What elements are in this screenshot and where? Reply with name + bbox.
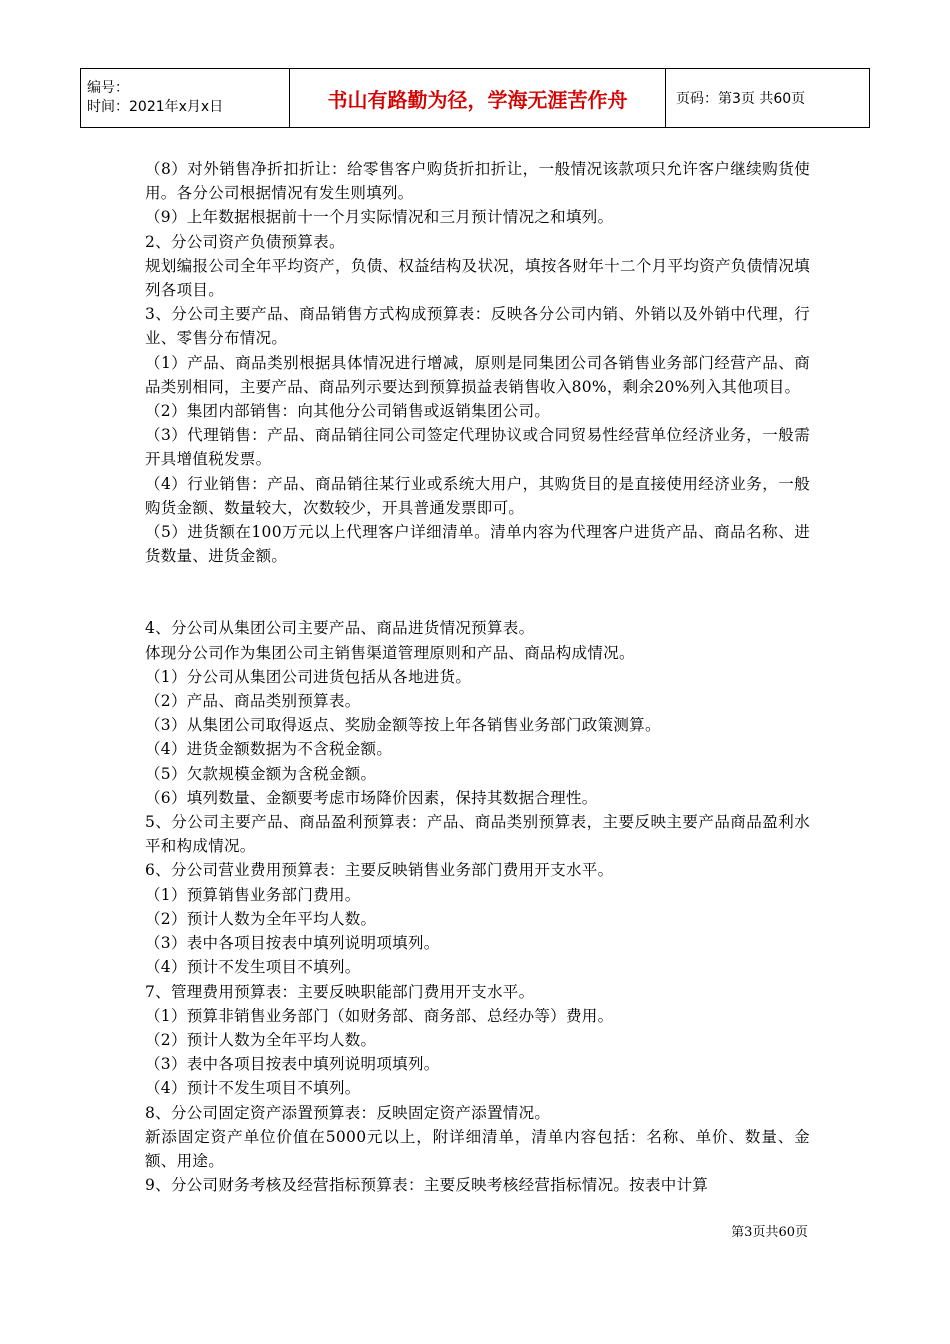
footer-page-number: 第3页共60页 (731, 1225, 808, 1240)
paragraph: 7、管理费用预算表：主要反映职能部门费用开支水平。 (145, 982, 535, 1001)
paragraph: （1）预算非销售业务部门（如财务部、商务部、总经办等）费用。 (145, 1006, 614, 1025)
paragraph: （4）行业销售：产品、商品销往某行业或系统大用户，其购货目的是直接使用经济业务，一般购货金额、数量较大，次数较少，开具普通发票即可。 (145, 474, 810, 517)
paragraph: （3）表中各项目按表中填列说明项填列。 (145, 1055, 440, 1074)
paragraph: 5、分公司主要产品、商品盈利预算表：产品、商品类别预算表，主要反映主要产品商品盈利水平和构成情况。 (145, 813, 810, 856)
paragraph: （3）代理销售：产品、商品销往同公司签定代理协议或合同贸易性经营单位经济业务，一般需开具增值税发票。 (145, 426, 810, 469)
paragraph: 8、分公司固定资产添置预算表：反映固定资产添置情况。 (145, 1103, 551, 1122)
paragraph: （2）预计人数为全年平均人数。 (145, 1030, 377, 1049)
paragraph: 新添固定资产单位价值在5000元以上，附详细清单，清单内容包括：名称、单价、数量、金额、用途。 (145, 1127, 810, 1170)
paragraph: 4、分公司从集团公司主要产品、商品进货情况预算表。 (145, 619, 535, 638)
paragraph: 3、分公司主要产品、商品销售方式构成预算表：反映各分公司内销、外销以及外销中代理，行业、零售分布情况。 (145, 305, 810, 348)
serial-label: 编号： (87, 80, 129, 96)
paragraph: （1）预算销售业务部门费用。 (145, 885, 361, 904)
paragraph: 9、分公司财务考核及经营指标预算表：主要反映考核经营指标情况。按表中计算 (145, 1176, 709, 1195)
header-motto: 书山有路勤为径，学海无涯苦作舟 (290, 69, 666, 128)
paragraph: （4）预计不发生项目不填列。 (145, 958, 361, 977)
paragraph: （4）预计不发生项目不填列。 (145, 1079, 361, 1098)
paragraph: （2）产品、商品类别预算表。 (145, 692, 361, 711)
paragraph: 2、分公司资产负债预算表。 (145, 232, 345, 251)
paragraph: 6、分公司营业费用预算表：主要反映销售业务部门费用开支水平。 (145, 861, 614, 880)
paragraph: （3）从集团公司取得返点、奖励金额等按上年各销售业务部门政策测算。 (145, 716, 661, 735)
paragraph: （2）集团内部销售：向其他分公司销售或返销集团公司。 (145, 402, 551, 421)
paragraph: （8）对外销售净折扣折让：给零售客户购货折扣折让，一般情况该款项只允许客户继续购货使用。各分公司根据情况有发生则填列。 (145, 160, 810, 203)
document-body (145, 157, 810, 1197)
paragraph: 体现分公司作为集团公司主销售渠道管理原则和产品、商品构成情况。 (145, 643, 635, 662)
paragraph: （5）进货额在100万元以上代理客户详细清单。清单内容为代理客户进货产品、商品名称、进货数量、进货金额。 (145, 523, 810, 566)
paragraph: （2）预计人数为全年平均人数。 (145, 909, 377, 928)
paragraph: 规划编报公司全年平均资产，负债、权益结构及状况，填按各财年十二个月平均资产负债情况填列各项目。 (145, 256, 810, 300)
paragraph: （1）产品、商品类别根据具体情况进行增减，原则是同集团公司各销售业务部门经营产品、商品类别相同，主要产品、商品列示要达到预算损益表销售收入80%，剩余20%列入其他项目。 (145, 353, 810, 396)
paragraph: （4）进货金额数据为不含税金额。 (145, 740, 393, 759)
paragraph: （9）上年数据根据前十一个月实际情况和三月预计情况之和填列。 (145, 208, 614, 227)
paragraph: （1）分公司从集团公司进货包括从各地进货。 (145, 667, 472, 686)
header-meta (81, 69, 290, 128)
page-header (80, 68, 870, 128)
paragraph: （5）欠款规模金额为含税金额。 (145, 764, 377, 783)
paragraph: （3）表中各项目按表中填列说明项填列。 (145, 934, 440, 953)
time-label: 时间：2021年x月x日 (87, 99, 224, 115)
header-page-number: 页码：第3页 共60页 (666, 69, 870, 128)
paragraph: （6）填列数量、金额要考虑市场降价因素，保持其数据合理性。 (145, 788, 598, 807)
paragraph-gap (145, 568, 810, 616)
